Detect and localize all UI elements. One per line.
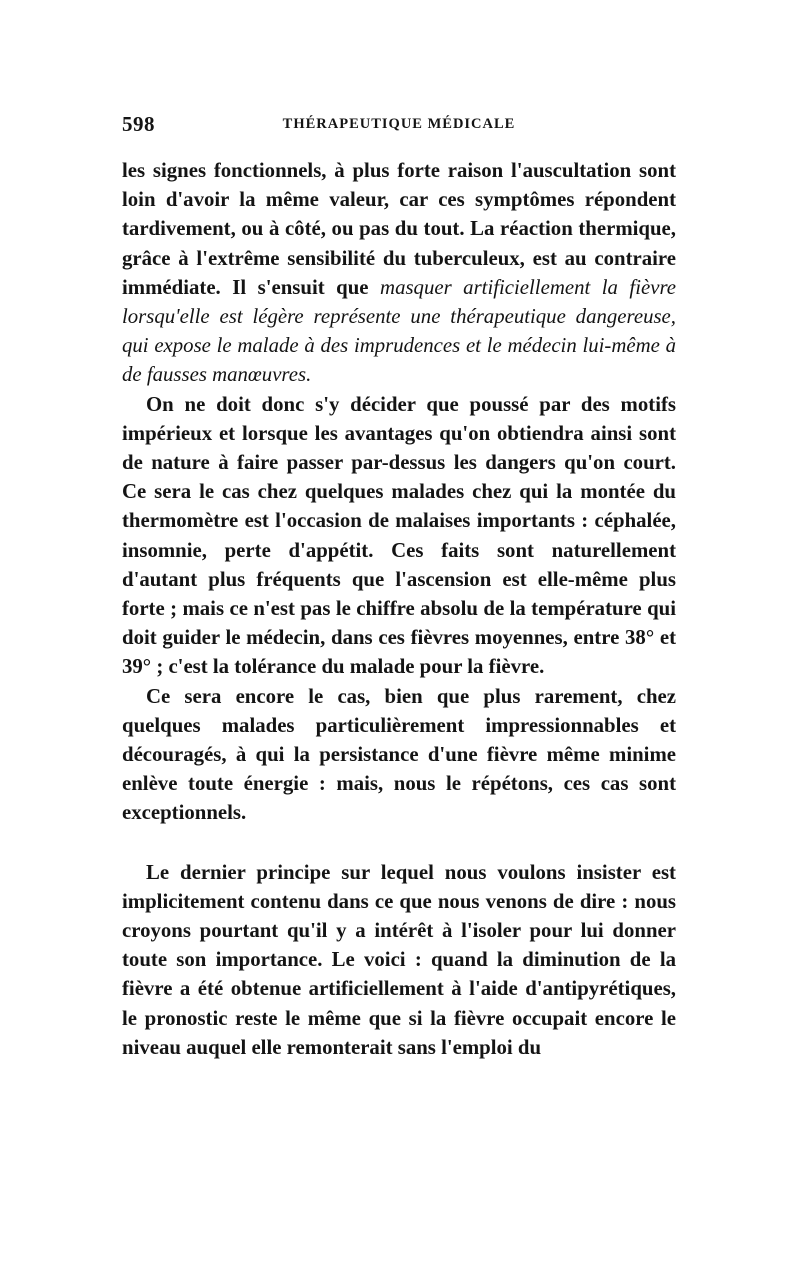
paragraph-1 <box>122 156 676 390</box>
paragraph-2: On ne doit donc s'y décider que poussé par des motifs impérieux et lorsque les avantages qu'on obtiendra ainsi sont de nature à faire passer par-dessus les dangers qu'on court. Ce sera le cas chez quelques malades chez qui la montée du thermomètre est l'occasion de malaises importants : céphalée, insomnie, perte d'appétit. Ces faits sont naturellement d'autant plus fréquents que l'ascension est elle-même plus forte ; mais ce n'est pas le chiffre absolu de la température qui doit guider le médecin, dans ces fièvres moyennes, entre 38° et 39° ; c'est la tolérance du malade pour la fièvre. <box>122 392 676 679</box>
book-page <box>122 112 676 1062</box>
paragraph-1-text: les signes fonctionnels, à plus forte raison l'auscultation sont loin d'avoir la même valeur, car ces symptômes répondent tardivement, ou à côté, ou pas du tout. La réaction thermique, grâce à l'extrême sensibilité du tuberculeux, est au contraire immédiate. Il s'ensuit que <box>122 159 676 299</box>
body-text <box>122 156 676 1062</box>
paragraph-3: Ce sera encore le cas, bien que plus rarement, chez quelques malades particulièrement impressionnables et découragés, à qui la persistance d'une fièvre même minime enlève toute énergie : mais, nous le répétons, ces cas sont exceptionnels. <box>122 684 676 825</box>
running-title: THÉRAPEUTIQUE MÉDICALE <box>282 116 516 132</box>
paragraph-4: Le dernier principe sur lequel nous voulons insister est implicitement contenu dans ce que nous venons de dire : nous croyons pourtant qu'il y a intérêt à l'isoler pour lui donner toute son importance. Le voici : quand la diminution de la fièvre a été obtenue artificiellement à l'aide d'antipyrétiques, le pronostic reste le même que si la fièvre occupait encore le niveau auquel elle remonterait sans l'emploi du <box>122 860 676 1059</box>
paragraph-1-italic: masquer artificiellement la fièvre lorsqu'elle est légère représente une thérapeutique dangereuse, qui expose le malade à des imprudences et le médecin lui-même à de fausses manœuvres. <box>122 275 676 387</box>
running-head <box>122 112 676 142</box>
page-number: 598 <box>122 112 155 136</box>
